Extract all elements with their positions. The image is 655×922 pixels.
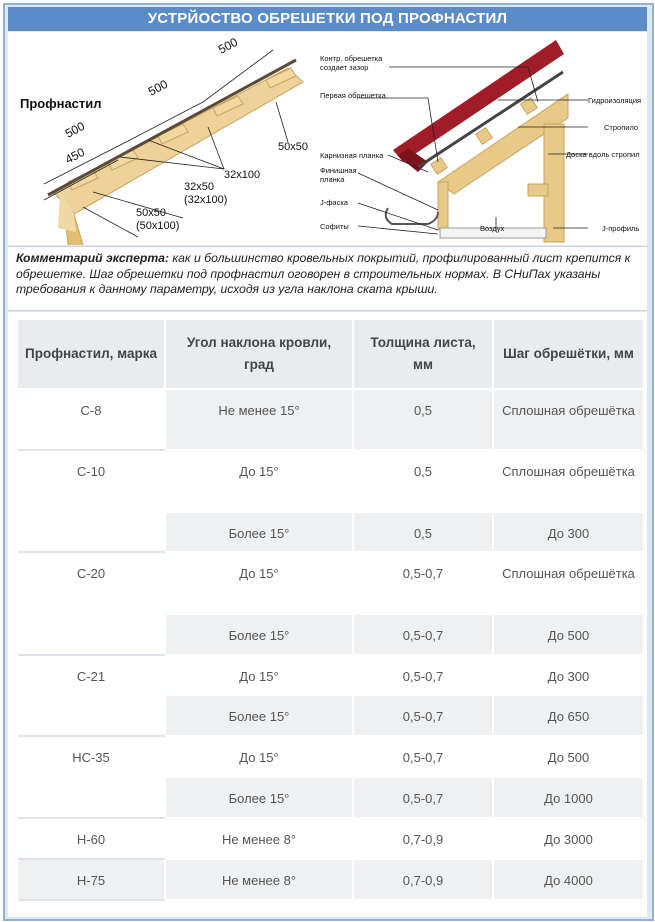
dim-label-3: 500 — [62, 118, 88, 141]
batten-size-b: 32x100 — [224, 169, 261, 181]
batten-size-d: (32x100) — [184, 194, 228, 206]
rafter-board — [53, 68, 303, 214]
label-rafter: Стропило — [604, 123, 639, 132]
cell-mark: НС-35 — [18, 737, 166, 819]
fascia-board — [438, 182, 448, 230]
diagram-panel — [8, 32, 647, 245]
label-rafter-board: Доска вдоль стропил — [566, 150, 640, 159]
label-counter-batten-1: Контр. обрешетка — [320, 54, 383, 63]
header-step: Шаг обрешётки, мм — [494, 320, 645, 390]
batten-size-c: 32x50 — [184, 181, 214, 193]
cell-step: До 650 — [494, 696, 645, 737]
page-title: УСТРЙОСТВО ОБРЕШЕТКИ ПОД ПРОФНАСТИЛ — [8, 7, 647, 31]
header-angle: Угол наклона кровли, град — [166, 320, 354, 390]
cell-thickness: 0,5 — [354, 451, 494, 513]
dim-label-4: 450 — [62, 144, 88, 167]
cell-step: Сплошная обрешётка — [494, 451, 645, 513]
cell-mark: С-20 — [18, 553, 166, 656]
left-diagram-title: Профнастил — [20, 96, 102, 111]
header-mark: Профнастил, марка — [18, 320, 166, 390]
dim-label-1: 500 — [215, 34, 241, 57]
cell-thickness: 0,7-0,9 — [354, 860, 494, 901]
cell-step: До 300 — [494, 656, 645, 696]
cell-thickness: 0,5 — [354, 513, 494, 553]
cell-angle: Более 15° — [166, 778, 354, 819]
cell-thickness: 0,7-0,9 — [354, 819, 494, 860]
cell-angle: Не менее 8° — [166, 860, 354, 901]
left-lathing-diagram — [20, 35, 308, 245]
header-thickness: Толщина листа, мм — [354, 320, 494, 390]
cell-step: До 4000 — [494, 860, 645, 901]
label-soffits: Софиты — [320, 222, 349, 231]
wall-post — [544, 124, 564, 242]
cell-step: До 500 — [494, 737, 645, 778]
cell-thickness: 0,5-0,7 — [354, 656, 494, 696]
cell-angle: Более 15° — [166, 513, 354, 553]
cell-angle: До 15° — [166, 737, 354, 778]
cell-mark: С-8 — [18, 390, 166, 451]
cell-mark: С-21 — [18, 656, 166, 737]
cell-mark: Н-60 — [18, 819, 166, 860]
batten-size-a: 50x50 — [278, 141, 308, 153]
cell-angle: Более 15° — [166, 615, 354, 656]
cell-angle: Не менее 8° — [166, 819, 354, 860]
cell-angle: До 15° — [166, 553, 354, 615]
cell-mark: С-10 — [18, 451, 166, 553]
label-waterproofing: Гидроизоляция — [588, 96, 642, 105]
expert-comment-text: как и большинство кровельных покрытий, профилированный лист крепится к обрешетке. Шаг обрешетки под профнастил оговорен в строительных нормах. В СНиПах указаны требования к данному параметру, исходя из угла наклона ската крыши. — [16, 251, 631, 296]
lathing-step-table — [18, 320, 645, 901]
label-eave-strip: Карнизная планка — [320, 151, 384, 160]
cell-angle: Более 15° — [166, 696, 354, 737]
label-finish-strip-2: планка — [320, 175, 345, 184]
cell-thickness: 0,5-0,7 — [354, 553, 494, 615]
right-roof-diagram — [320, 40, 641, 242]
cell-step: Сплошная обрешётка — [494, 390, 645, 451]
label-j-profile: J-профиль — [602, 224, 640, 233]
label-j-chamfer: J-фаска — [320, 198, 348, 207]
cell-step: До 3000 — [494, 819, 645, 860]
cell-thickness: 0,5 — [354, 390, 494, 451]
cell-step: До 1000 — [494, 778, 645, 819]
label-first-batten: Первая обрешетка — [320, 91, 386, 100]
cell-step: Сплошная обрешётка — [494, 553, 645, 615]
expert-comment-lead: Комментарий эксперта: — [16, 251, 169, 265]
cell-step: До 300 — [494, 513, 645, 553]
table-panel — [8, 312, 647, 917]
cell-angle: До 15° — [166, 656, 354, 696]
rafter-size-b: (50x100) — [136, 220, 180, 232]
cell-angle: Не менее 15° — [166, 390, 354, 451]
cell-thickness: 0,5-0,7 — [354, 696, 494, 737]
cell-step: До 500 — [494, 615, 645, 656]
cell-angle: До 15° — [166, 451, 354, 513]
cell-thickness: 0,5-0,7 — [354, 778, 494, 819]
label-air: Воздух — [480, 224, 505, 233]
cell-mark: Н-75 — [18, 860, 166, 901]
cell-thickness: 0,5-0,7 — [354, 737, 494, 778]
label-counter-batten-2: создает зазор — [320, 63, 369, 72]
cell-thickness: 0,5-0,7 — [354, 615, 494, 656]
rafter-size-a: 50x50 — [136, 207, 166, 219]
dim-label-2: 500 — [145, 76, 171, 99]
roof-sheet — [393, 40, 564, 162]
expert-comment — [8, 246, 647, 311]
label-finish-strip-1: Финишная — [320, 166, 357, 175]
